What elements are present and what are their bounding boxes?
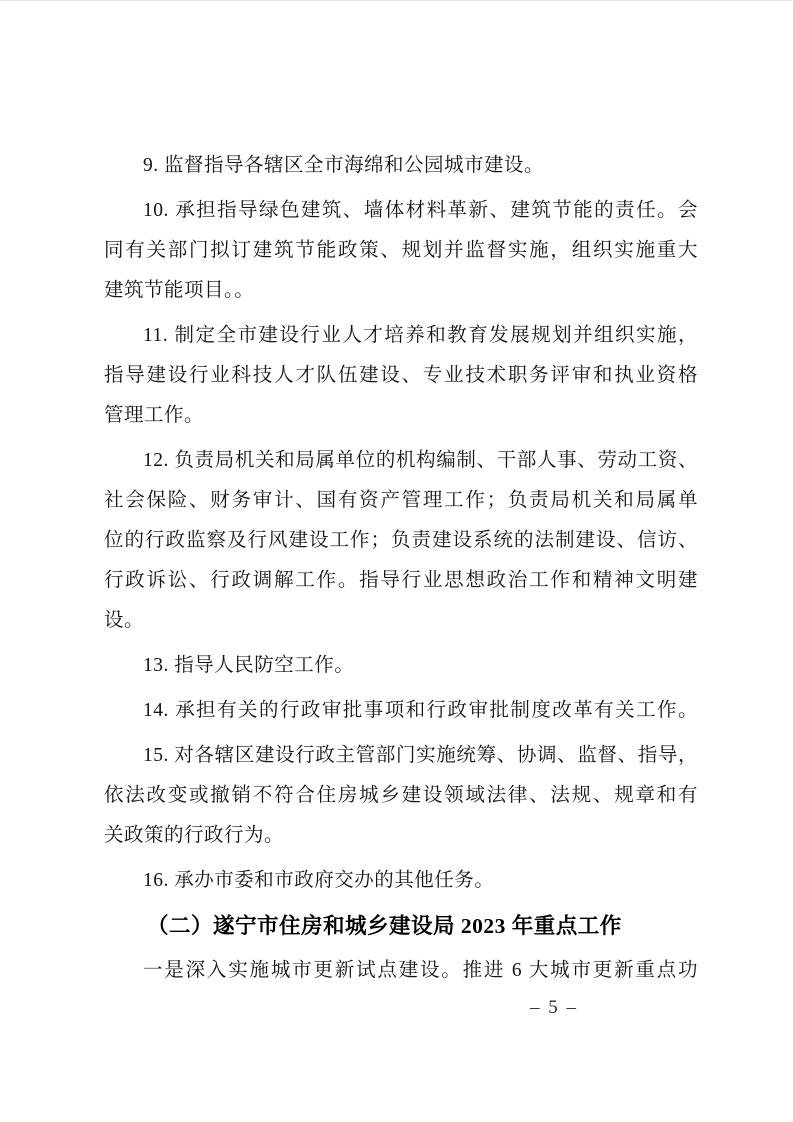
document-body (104, 146, 698, 1018)
page-number: – 5 – (530, 997, 578, 1018)
paragraph-11 (104, 316, 698, 436)
paragraph-line: 依法改变或撤销不符合住房城乡建设领域法律、法规、规章和有 (104, 785, 698, 806)
paragraph-line: 15. 对各辖区建设行政主管部门实施统筹、协调、监督、指导， (143, 745, 698, 766)
paragraph-line: 位的行政监察及行风建设工作；负责建设系统的法制建设、信访、 (104, 530, 698, 551)
paragraph-line: 14. 承担有关的行政审批事项和行政审批制度改革有关工作。 (143, 700, 698, 721)
paragraph-line: 一是深入实施城市更新试点建设。推进 6 大城市更新重点功 (143, 960, 698, 981)
paragraph-15 (104, 736, 698, 856)
paragraph-16 (104, 861, 698, 901)
paragraph-12 (104, 441, 698, 641)
paragraph-10 (104, 191, 698, 311)
paragraph-line: 社会保险、财务审计、国有资产管理工作；负责局机关和局属单 (104, 490, 698, 511)
paragraph-14 (104, 691, 698, 731)
paragraph-line: 12. 负责局机关和局属单位的机构编制、干部人事、劳动工资、 (143, 450, 698, 471)
section-heading-text: （二）遂宁市住房和城乡建设局 2023 年重点工作 (147, 914, 622, 938)
paragraph-13 (104, 646, 698, 686)
paragraph-9 (104, 146, 698, 186)
paragraph-line: 10. 承担指导绿色建筑、墙体材料革新、建筑节能的责任。会 (143, 200, 698, 221)
paragraph-line: 设。 (104, 610, 145, 631)
paragraph-line: 16. 承办市委和市政府交办的其他任务。 (143, 870, 495, 891)
paragraph-line: 11. 制定全市建设行业人才培养和教育发展规划并组织实施， (143, 325, 698, 346)
paragraph-line: 9. 监督指导各辖区全市海绵和公园城市建设。 (143, 155, 545, 176)
section-heading (104, 906, 698, 946)
paragraph-17 (104, 951, 698, 991)
paragraph-line: 指导建设行业科技人才队伍建设、专业技术职务评审和执业资格 (104, 365, 698, 386)
paragraph-line: 行政诉讼、行政调解工作。指导行业思想政治工作和精神文明建 (104, 570, 698, 591)
paragraph-line: 管理工作。 (104, 405, 205, 426)
paragraph-line: 关政策的行政行为。 (104, 825, 285, 846)
paragraph-line: 同有关部门拟订建筑节能政策、规划并监督实施，组织实施重大 (104, 240, 698, 261)
paragraph-line: 13. 指导人民防空工作。 (143, 655, 355, 676)
paragraph-line: 建筑节能项目。。 (104, 280, 255, 301)
